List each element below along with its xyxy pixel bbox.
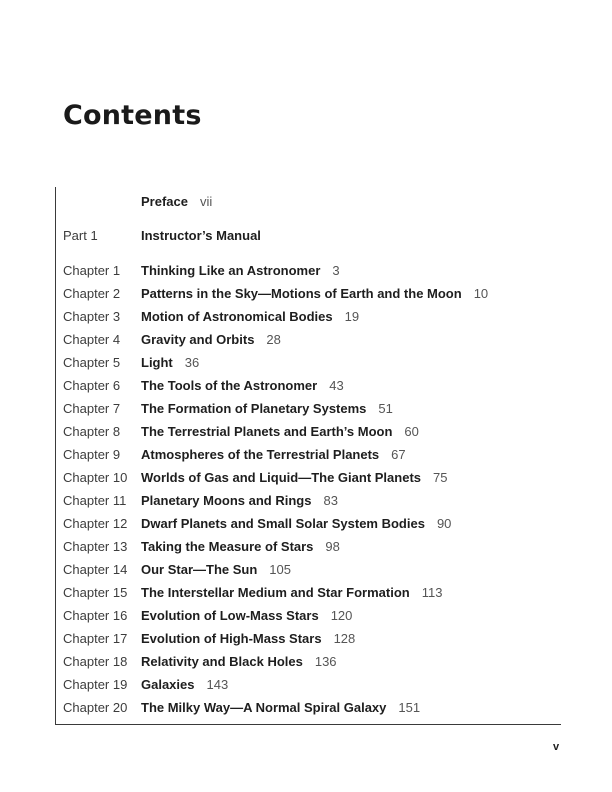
toc-row-label: Chapter 16 — [63, 608, 128, 623]
toc-row-page: 90 — [436, 516, 452, 531]
toc-row-title: Evolution of High-Mass Stars 128 — [141, 631, 356, 646]
toc-row-page: 83 — [323, 493, 338, 508]
toc-row-title: Galaxies 143 — [141, 677, 229, 692]
toc-row-title: Worlds of Gas and Liquid—The Giant Planets 75 — [141, 470, 448, 485]
toc-row-title: Our Star—The Sun 105 — [141, 562, 291, 577]
toc-row-page: 105 — [269, 562, 291, 577]
toc-row-label: Chapter 10 — [63, 470, 128, 485]
toc-row-page: 60 — [404, 424, 419, 439]
toc-row-label: Chapter 6 — [63, 378, 121, 393]
toc-row-title: The Interstellar Medium and Star Formation 113 — [141, 585, 443, 600]
toc-row-page: 113 — [421, 585, 443, 600]
toc-row-label: Chapter 20 — [63, 700, 128, 715]
toc-row-title: The Formation of Planetary Systems 51 — [141, 401, 393, 416]
toc-row-label: Chapter 2 — [63, 286, 121, 301]
toc-row-label: Chapter 5 — [63, 355, 121, 370]
toc-row-title: Light 36 — [141, 355, 200, 370]
toc-row-page: 128 — [333, 631, 356, 646]
toc-row-label: Chapter 14 — [63, 562, 128, 577]
toc-row-label: Chapter 12 — [63, 516, 128, 531]
toc-row-page: 120 — [330, 608, 353, 623]
toc-row-page: vii — [199, 194, 213, 209]
toc-row-page: 143 — [206, 677, 229, 692]
toc-row-label: Chapter 19 — [63, 677, 128, 692]
toc-row-label: Chapter 11 — [63, 493, 127, 508]
page-number: v — [553, 741, 560, 753]
toc-row-label: Chapter 9 — [63, 447, 121, 462]
toc-row-page: 43 — [329, 378, 344, 393]
toc-row-page: 151 — [398, 700, 421, 715]
toc-row-page: 98 — [325, 539, 340, 554]
toc-row-title: Thinking Like an Astronomer 3 — [141, 263, 340, 278]
toc-row-page: 10 — [473, 286, 489, 301]
toc-row-page: 28 — [266, 332, 281, 347]
toc-row-page: 3 — [332, 263, 340, 278]
toc-row-page: 75 — [433, 470, 448, 485]
toc-row-page: 36 — [184, 355, 200, 370]
toc-row-title: Taking the Measure of Stars 98 — [141, 539, 340, 554]
toc-row-title: Gravity and Orbits 28 — [141, 332, 281, 347]
toc-row-label: Chapter 18 — [63, 654, 128, 669]
toc-row-title: Instructor’s Manual — [141, 228, 261, 243]
toc-row-label: Chapter 1 — [63, 263, 121, 278]
toc-row-title: Motion of Astronomical Bodies 19 — [141, 309, 360, 324]
toc-row-title: The Milky Way—A Normal Spiral Galaxy 151 — [141, 700, 421, 715]
toc-row-title: Relativity and Black Holes 136 — [141, 654, 337, 669]
toc-row-page: 19 — [344, 309, 360, 324]
toc-row-label: Chapter 7 — [63, 401, 121, 416]
toc-row-page: 67 — [391, 447, 406, 462]
toc-row-title: Dwarf Planets and Small Solar System Bodies 90 — [141, 516, 452, 531]
toc-row-page: 136 — [314, 654, 337, 669]
toc-row-label: Chapter 17 — [63, 631, 128, 646]
toc-row-label: Chapter 13 — [63, 539, 128, 554]
page-title: Contents — [63, 100, 202, 131]
toc-row-label: Part 1 — [63, 228, 98, 243]
toc-row-label: Chapter 15 — [63, 585, 128, 600]
toc-row-label: Chapter 3 — [63, 309, 121, 324]
toc-row-label: Chapter 4 — [63, 332, 121, 347]
toc-row-label: Chapter 8 — [63, 424, 121, 439]
toc-row-title: Patterns in the Sky—Motions of Earth and the Moon 10 — [141, 286, 489, 301]
toc-row-title: Evolution of Low-Mass Stars 120 — [141, 608, 353, 623]
toc-row-title: Atmospheres of the Terrestrial Planets 67 — [141, 447, 406, 462]
toc-row-page: 51 — [378, 401, 393, 416]
toc-row-title: Preface vii — [141, 194, 213, 209]
toc-row-title: The Tools of the Astronomer 43 — [141, 378, 344, 393]
toc-row-title: The Terrestrial Planets and Earth’s Moon 60 — [141, 424, 419, 439]
toc-row-title: Planetary Moons and Rings 83 — [141, 493, 338, 508]
